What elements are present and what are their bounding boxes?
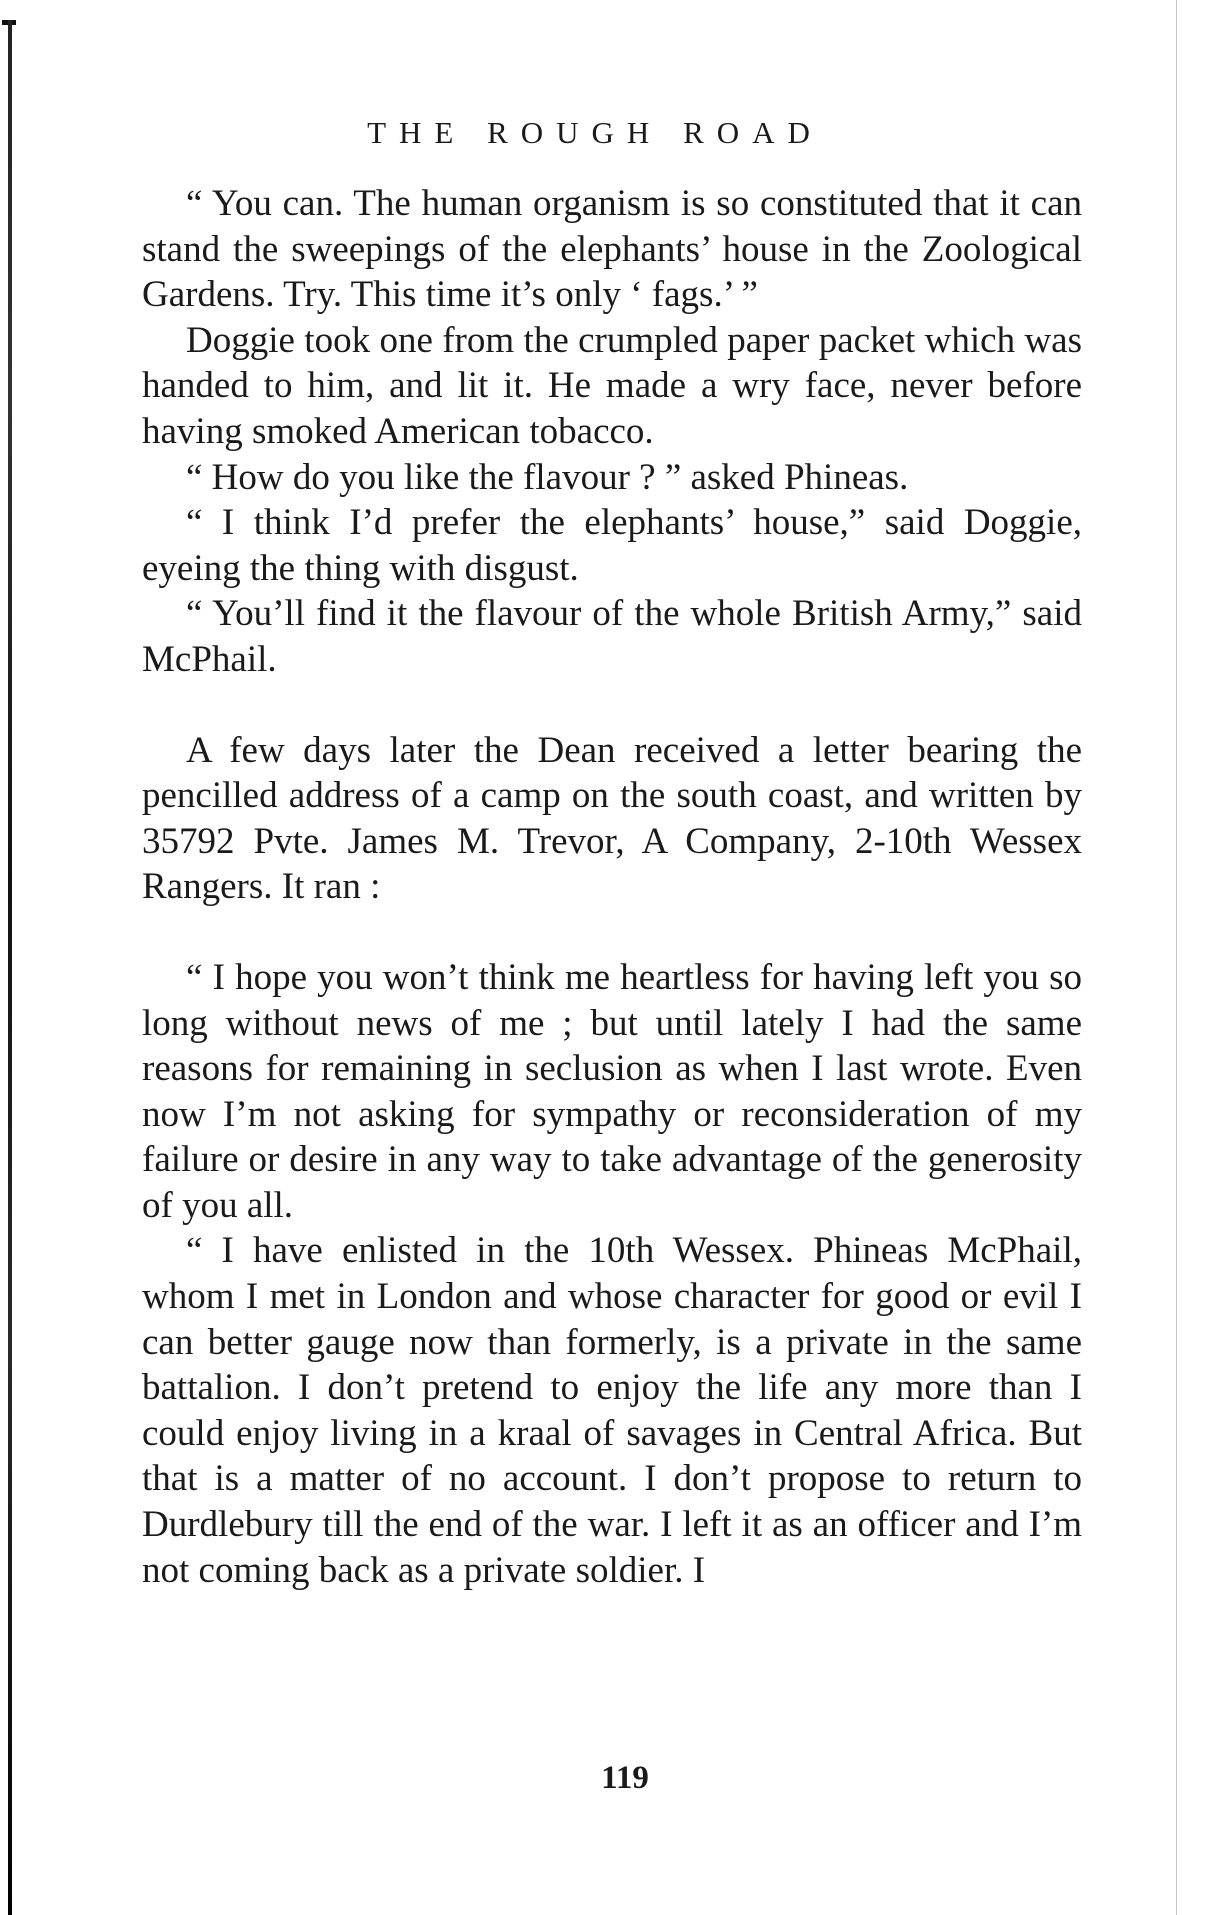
binding-edge [2,20,16,1915]
paragraph-2: Doggie took one from the crumpled paper packet which was handed to him, and lit it. He made a wry face, never before having smoked American tobacco. [142,319,1082,452]
paragraph-5: “ You’ll find it the flavour of the whole British Army,” said McPhail. [142,593,1082,680]
paragraph-1: “ You can. The human organism is so constituted that it can stand the sweepings of the elephants’ house in the Zoological Gardens. Try. This time it’s only ‘ fags.’ ” [142,183,1082,316]
page-edge-line [1176,0,1177,1915]
page-number: 119 [601,1760,649,1796]
paragraph-4: “ I think I’d prefer the elephants’ house,” said Doggie, eyeing the thing with disgust. [142,502,1082,589]
paragraph-6: A few days later the Dean received a letter bearing the pencilled address of a camp on the south coast, and written by 35792 Pvte. James M. Trevor, A Company, 2-10th Wessex Rangers. It ran : [142,729,1082,908]
binding-shadow [8,20,12,1915]
body-text [142,181,1082,1593]
paragraph-8: “ I have enlisted in the 10th Wessex. Phineas McPhail, whom I met in London and whose character for good or evil I can better gauge now than formerly, is a private in the same battalion. I don’t pretend to enjoy the life any more than I could enjoy living in a kraal of savages in Central Africa. But that is a matter of no account. I don’t propose to return to Durdlebury till the end of the war. I left it as an officer and I’m not coming back as a private soldier. I [142,1230,1082,1591]
paragraph-3: “ How do you like the flavour ? ” asked Phineas. [186,456,909,498]
paragraph-7: “ I hope you won’t think me heartless for having left you so long without news of me ; but until lately I had the same reasons for remaining in seclusion as when I last wrote. Even now I’m not asking for sympathy or reconsideration of my failure or desire in any way to take advantage of the generosity of you all. [142,956,1082,1226]
running-head: THE ROUGH ROAD [367,115,823,150]
